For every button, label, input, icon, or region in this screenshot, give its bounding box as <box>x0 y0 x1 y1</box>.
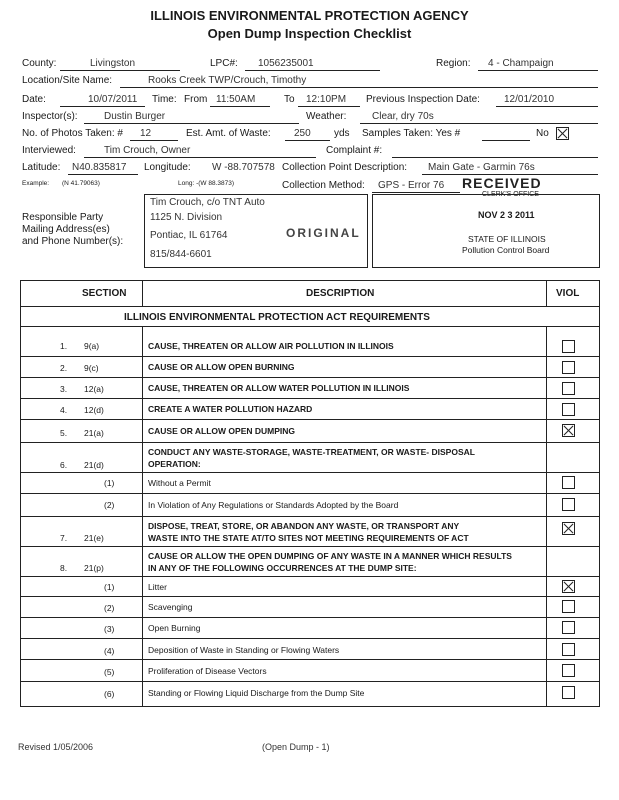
col-header-section: SECTION <box>82 288 127 299</box>
example-label: Example: <box>22 180 50 187</box>
waste-underline <box>285 140 330 141</box>
received-stamp-state: STATE OF ILLINOIS <box>468 234 546 244</box>
row-number: 4. <box>60 405 68 415</box>
location-underline <box>120 87 598 88</box>
lpc-value: 1056235001 <box>258 58 314 69</box>
row-divider <box>20 419 600 420</box>
interviewed-underline <box>84 157 316 158</box>
row-number: 8. <box>60 563 68 573</box>
row-divider <box>20 681 600 682</box>
row-subnumber: (5) <box>104 667 115 677</box>
original-stamp: ORIGINAL <box>286 226 361 240</box>
row-divider <box>20 356 600 357</box>
interviewed-value: Tim Crouch, Owner <box>104 145 191 156</box>
weather-value: Clear, dry 70s <box>372 111 434 122</box>
row-section: 21(e) <box>84 533 104 543</box>
received-stamp-board: Pollution Control Board <box>462 245 550 255</box>
time-label: Time: <box>152 94 177 105</box>
latitude-label: Latitude: <box>22 162 61 173</box>
samples-underline <box>482 140 530 141</box>
interviewed-label: Interviewed: <box>22 145 76 156</box>
region-underline <box>478 70 598 71</box>
col-divider-header-1 <box>142 280 143 306</box>
viol-checkbox-checked[interactable] <box>562 580 575 593</box>
row-subnumber: (2) <box>104 500 115 510</box>
viol-checkbox[interactable] <box>562 361 575 374</box>
inspectors-value: Dustin Burger <box>104 111 166 122</box>
viol-checkbox[interactable] <box>562 600 575 613</box>
complaint-label: Complaint #: <box>326 145 383 156</box>
row-divider <box>20 442 600 443</box>
row-description: CAUSE, THREATEN OR ALLOW AIR POLLUTION IN ILLINOIS <box>148 341 394 351</box>
act-heading: ILLINOIS ENVIRONMENTAL PROTECTION ACT REQUIREMENTS <box>124 312 430 323</box>
agency-title: ILLINOIS ENVIRONMENTAL PROTECTION AGENCY <box>150 8 469 23</box>
act-heading-divider <box>20 326 600 327</box>
received-stamp-box <box>372 194 600 268</box>
viol-checkbox[interactable] <box>562 340 575 353</box>
received-stamp-title: RECEIVED <box>462 175 542 191</box>
collection-method-value: GPS - Error 76 <box>378 180 445 191</box>
viol-checkbox[interactable] <box>562 382 575 395</box>
viol-checkbox[interactable] <box>562 476 575 489</box>
row-divider <box>20 472 600 473</box>
row-description: CAUSE OR ALLOW OPEN DUMPING <box>148 426 296 436</box>
viol-checkbox[interactable] <box>562 403 575 416</box>
samples-label: Samples Taken: Yes # <box>362 128 461 139</box>
to-underline <box>298 106 360 107</box>
waste-unit: yds <box>334 128 350 139</box>
row-description-line-1: CONDUCT ANY WASTE-STORAGE, WASTE-TREATMENT, OR WASTE- DISPOSAL <box>148 447 475 457</box>
row-section: 21(a) <box>84 428 104 438</box>
row-divider <box>20 617 600 618</box>
row-subnumber: (6) <box>104 689 115 699</box>
to-value: 12:10PM <box>306 94 347 105</box>
row-description-line-2: IN ANY OF THE FOLLOWING OCCURRENCES AT THE DUMP SITE: <box>148 563 417 573</box>
latitude-underline <box>68 174 138 175</box>
row-section: 21(p) <box>84 563 104 573</box>
row-divider <box>20 638 600 639</box>
viol-checkbox[interactable] <box>562 621 575 634</box>
date-value: 10/07/2011 <box>88 94 138 105</box>
row-description: Standing or Flowing Liquid Discharge from the Dump Site <box>148 688 365 698</box>
row-divider <box>20 546 600 547</box>
collection-method-underline <box>372 192 460 193</box>
row-description: CREATE A WATER POLLUTION HAZARD <box>148 404 313 414</box>
row-divider <box>20 596 600 597</box>
row-description-line-1: DISPOSE, TREAT, STORE, OR ABANDON ANY WASTE, OR TRANSPORT ANY <box>148 521 460 531</box>
responsible-label-1: Responsible Party <box>22 212 104 223</box>
row-description: Open Burning <box>148 623 201 633</box>
row-number: 5. <box>60 428 68 438</box>
row-section: 9(c) <box>84 363 99 373</box>
lpc-underline <box>245 70 380 71</box>
row-divider <box>20 377 600 378</box>
location-value: Rooks Creek TWP/Crouch, Timothy <box>148 75 307 86</box>
row-subnumber: (1) <box>104 478 115 488</box>
region-label: Region: <box>436 58 471 69</box>
long-example: Long: -(W 88.3873) <box>178 180 235 187</box>
col-header-viol: VIOL <box>556 288 580 299</box>
row-number: 7. <box>60 533 68 543</box>
responsible-label-3: and Phone Number(s): <box>22 236 124 247</box>
prev-inspection-label: Previous Inspection Date: <box>366 94 480 105</box>
location-label: Location/Site Name: <box>22 75 113 86</box>
row-divider <box>20 516 600 517</box>
waste-value: 250 <box>294 128 311 139</box>
viol-checkbox[interactable] <box>562 498 575 511</box>
page-label: (Open Dump - 1) <box>262 742 330 752</box>
row-subnumber: (4) <box>104 646 115 656</box>
responsible-line-2: 1125 N. Division <box>150 212 223 223</box>
row-description: CAUSE, THREATEN OR ALLOW WATER POLLUTION IN ILLINOIS <box>148 383 410 393</box>
viol-checkbox-checked[interactable] <box>562 522 575 535</box>
complaint-underline <box>392 157 598 158</box>
row-description: Litter <box>148 582 167 592</box>
responsible-line-1: Tim Crouch, c/o TNT Auto <box>150 197 265 208</box>
collection-point-value: Main Gate - Garmin 76s <box>428 162 535 173</box>
row-description-line-1: CAUSE OR ALLOW THE OPEN DUMPING OF ANY WASTE IN A MANNER WHICH RESULTS <box>148 551 512 561</box>
row-section: 12(a) <box>84 384 104 394</box>
example-value: (N 41.79063) <box>62 180 100 187</box>
photos-label: No. of Photos Taken: # <box>22 128 123 139</box>
col-header-description: DESCRIPTION <box>306 288 375 299</box>
collection-point-label: Collection Point Description: <box>282 162 408 173</box>
longitude-value: W -88.707578 <box>212 162 275 173</box>
row-section: 12(d) <box>84 405 104 415</box>
county-underline <box>60 70 180 71</box>
from-label: From <box>184 94 208 105</box>
inspectors-underline <box>84 123 299 124</box>
row-section: 9(a) <box>84 341 100 351</box>
row-subnumber: (1) <box>104 582 115 592</box>
inspectors-label: Inspector(s): <box>22 111 78 122</box>
table-header-divider <box>20 306 600 307</box>
samples-no-checkbox[interactable] <box>556 127 569 140</box>
received-stamp-office: CLERK'S OFFICE <box>482 191 539 198</box>
responsible-line-3: Pontiac, IL 61764 <box>150 230 228 241</box>
prev-inspection-value: 12/01/2010 <box>504 94 555 105</box>
date-label: Date: <box>22 94 46 105</box>
responsible-line-4: 815/844-6601 <box>150 249 212 260</box>
row-subnumber: (2) <box>104 603 115 613</box>
row-number: 1. <box>60 341 68 351</box>
row-description: CAUSE OR ALLOW OPEN BURNING <box>148 362 295 372</box>
prev-inspection-underline <box>496 106 598 107</box>
row-number: 2. <box>60 363 68 373</box>
row-number: 6. <box>60 460 68 470</box>
row-number: 3. <box>60 384 68 394</box>
row-section: 21(d) <box>84 460 104 470</box>
region-value: 4 - Champaign <box>488 58 554 69</box>
weather-label: Weather: <box>306 111 347 122</box>
row-description: Proliferation of Disease Vectors <box>148 666 267 676</box>
row-divider <box>20 493 600 494</box>
samples-no-label: No <box>536 128 549 139</box>
from-underline <box>210 106 270 107</box>
revised-date: Revised 1/05/2006 <box>18 742 94 752</box>
county-value: Livingston <box>90 58 136 69</box>
photos-value: 12 <box>140 128 152 139</box>
from-value: 11:50AM <box>216 94 256 105</box>
weather-underline <box>360 123 598 124</box>
row-divider <box>20 576 600 577</box>
latitude-value: N40.835817 <box>72 162 127 173</box>
row-description-line-2: OPERATION: <box>148 459 201 469</box>
row-description: In Violation of Any Regulations or Standards Adopted by the Board <box>148 500 399 510</box>
viol-checkbox[interactable] <box>562 643 575 656</box>
checklist-title: Open Dump Inspection Checklist <box>207 26 412 41</box>
viol-checkbox[interactable] <box>562 686 575 699</box>
county-label: County: <box>22 58 57 69</box>
lpc-label: LPC#: <box>210 58 238 69</box>
to-label: To <box>284 94 295 105</box>
viol-checkbox-checked[interactable] <box>562 424 575 437</box>
photos-underline <box>130 140 178 141</box>
longitude-label: Longitude: <box>144 162 191 173</box>
viol-checkbox[interactable] <box>562 664 575 677</box>
col-divider-header-2 <box>546 280 547 306</box>
row-description-line-2: WASTE INTO THE STATE AT/TO SITES NOT MEETING REQUIREMENTS OF ACT <box>148 533 469 543</box>
row-subnumber: (3) <box>104 624 115 634</box>
row-divider <box>20 659 600 660</box>
row-description: Scavenging <box>148 602 193 612</box>
date-underline <box>60 106 145 107</box>
row-divider <box>20 398 600 399</box>
row-description: Deposition of Waste in Standing or Flowing Waters <box>148 645 340 655</box>
received-stamp-date: NOV 2 3 2011 <box>478 210 535 220</box>
collection-method-label: Collection Method: <box>282 180 365 191</box>
responsible-label-2: Mailing Address(es) <box>22 224 110 235</box>
row-description: Without a Permit <box>148 478 211 488</box>
waste-label: Est. Amt. of Waste: <box>186 128 271 139</box>
